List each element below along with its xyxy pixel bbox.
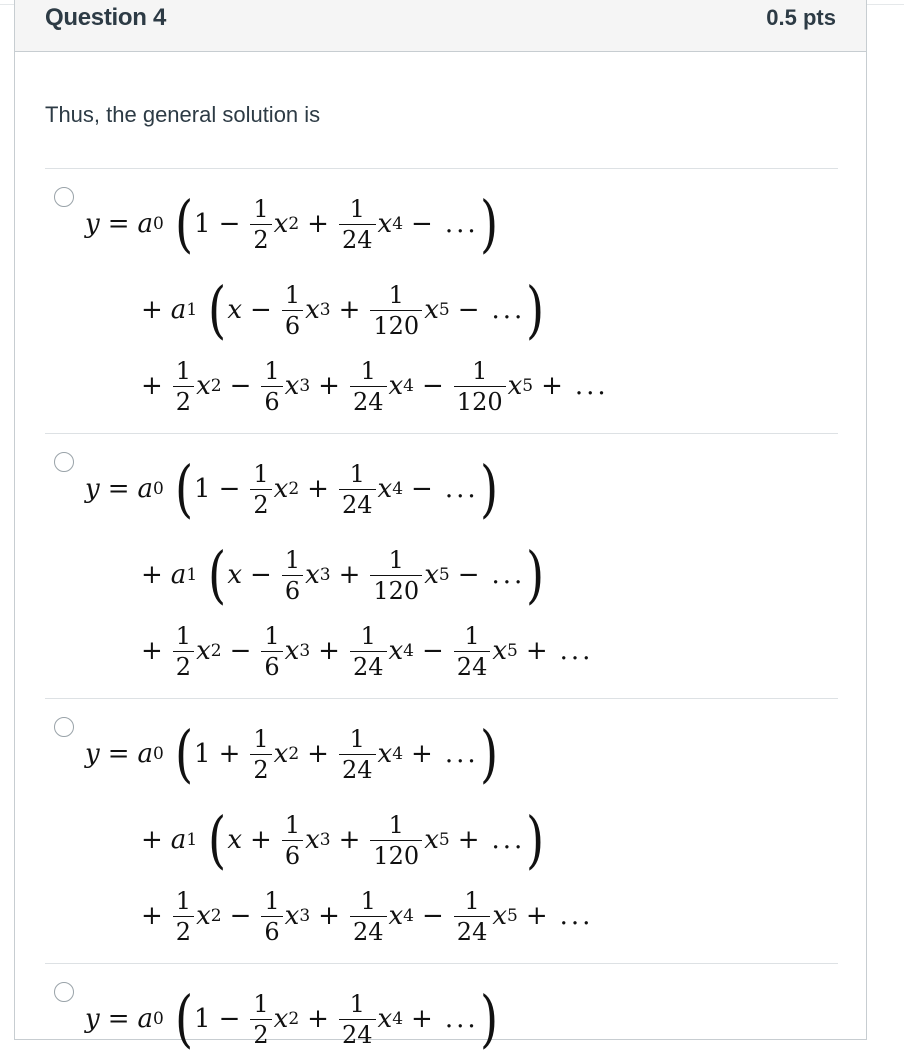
op: − <box>250 560 272 590</box>
fraction: $\frac{1}{120}$ <box>370 283 422 338</box>
a0-subscript: 0 <box>153 1009 164 1029</box>
op: + <box>318 901 340 931</box>
fraction: $\frac{1}{6}$ <box>261 889 282 944</box>
op: − <box>411 209 433 239</box>
fraction: $\frac{1}{24}$ <box>339 992 376 1047</box>
op: − <box>457 560 480 590</box>
radio-button-d[interactable] <box>54 982 74 1002</box>
question-header <box>15 0 866 52</box>
a1-subscript: 1 <box>186 830 198 850</box>
fraction: $\frac{1}{24}$ <box>350 359 387 414</box>
fraction: $\frac{1}{120}$ <box>370 548 422 603</box>
radio-button-b[interactable] <box>54 452 74 472</box>
fraction: $\frac{1}{24}$ <box>454 624 491 679</box>
fraction: $\frac{1}{24}$ <box>350 624 387 679</box>
op: + <box>338 825 361 855</box>
radio-button-a[interactable] <box>54 187 74 207</box>
fraction: $\frac{1}{6}$ <box>282 813 303 868</box>
fraction: $\frac{1}{6}$ <box>282 548 303 603</box>
question-prompt: Thus, the general solution is <box>45 102 321 127</box>
op: + <box>338 295 361 325</box>
op: + <box>250 825 272 855</box>
op: − <box>422 636 444 666</box>
fraction: $\frac{1}{6}$ <box>261 359 282 414</box>
fraction: $\frac{1}{2}$ <box>250 197 271 252</box>
question-points: 0.5 pts <box>766 4 836 30</box>
op: − <box>250 295 272 325</box>
op: + <box>338 560 361 590</box>
a0-term-lead: y <box>85 209 100 239</box>
op: − <box>411 474 433 504</box>
op: + <box>318 636 340 666</box>
fraction: $\frac{1}{24}$ <box>339 197 376 252</box>
op: + <box>318 371 340 401</box>
op: + <box>307 474 329 504</box>
op: + <box>307 739 329 769</box>
a1-subscript: 1 <box>186 565 198 585</box>
question-title: Question 4 <box>45 3 167 31</box>
answer-option-b[interactable]: y = a 0 ( 1 − $\frac{1}{2}$ x 2 + $\frac{1}{24}$ x 4 − ... ) + a 1 ( x − $\frac{1}{6}$ x 3 + $\frac{1}{120}$ x 5 − ... ) + $\frac{1}{2}$ x 2 − $\frac{1}{6}$ x 3 + $\frac{1}{24}$ x 4 − $\frac{1}{24}$ x 5 + ... <box>45 433 838 699</box>
op: + <box>411 1004 433 1034</box>
op: + <box>411 739 433 769</box>
fraction: $\frac{1}{2}$ <box>173 624 194 679</box>
fraction: $\frac{1}{2}$ <box>250 992 271 1047</box>
fraction: $\frac{1}{120}$ <box>370 813 422 868</box>
a0-subscript: 0 <box>153 479 164 499</box>
fraction: $\frac{1}{6}$ <box>282 283 303 338</box>
radio-button-c[interactable] <box>54 717 74 737</box>
a0-subscript: 0 <box>153 744 164 764</box>
op: − <box>422 901 444 931</box>
answer-option-a[interactable]: y = a 0 ( 1 − $\frac{1}{2}$ x 2 + $\frac{1}{24}$ x 4 − ... ) + a 1 ( x − $\frac{1}{6}$ x 3 + $\frac{1}{120}$ x 5 − ... ) + $\frac{1}{2}$ x 2 − $\frac{1}{6}$ x 3 + $\frac{1}{24}$ x 4 − $\frac{1}{120}$ x 5 + ... <box>45 168 838 434</box>
op: − <box>229 636 252 666</box>
fraction: $\frac{1}{24}$ <box>454 889 491 944</box>
op: + <box>218 739 241 769</box>
op: + <box>307 209 329 239</box>
answer-option-c[interactable]: y = a 0 ( 1 + $\frac{1}{2}$ x 2 + $\frac{1}{24}$ x 4 + ... ) + a 1 ( x + $\frac{1}{6}$ x 3 + $\frac{1}{120}$ x 5 + ... ) + $\frac{1}{2}$ x 2 − $\frac{1}{6}$ x 3 + $\frac{1}{24}$ x 4 − $\frac{1}{24}$ x 5 + ... <box>45 698 838 964</box>
fraction: $\frac{1}{24}$ <box>350 889 387 944</box>
fraction: $\frac{1}{2}$ <box>250 462 271 517</box>
op: − <box>218 209 241 239</box>
fraction: $\frac{1}{24}$ <box>339 462 376 517</box>
fraction: $\frac{1}{24}$ <box>339 727 376 782</box>
op: + <box>457 825 480 855</box>
op: − <box>422 371 444 401</box>
op: − <box>218 474 241 504</box>
op: − <box>457 295 480 325</box>
fraction: $\frac{1}{2}$ <box>250 727 271 782</box>
a1-subscript: 1 <box>186 300 198 320</box>
fraction: $\frac{1}{6}$ <box>261 624 282 679</box>
op: + <box>307 1004 329 1034</box>
a0-subscript: 0 <box>153 214 164 234</box>
fraction: $\frac{1}{2}$ <box>173 359 194 414</box>
fraction: $\frac{1}{120}$ <box>454 359 506 414</box>
answer-option-d[interactable]: y = a 0 ( 1 − $\frac{1}{2}$ x 2 + $\frac{1}{24}$ x 4 + ... ) <box>45 963 838 1024</box>
op: − <box>218 1004 241 1034</box>
op: − <box>229 371 252 401</box>
op: − <box>229 901 252 931</box>
fraction: $\frac{1}{2}$ <box>173 889 194 944</box>
question-card <box>14 0 867 1055</box>
